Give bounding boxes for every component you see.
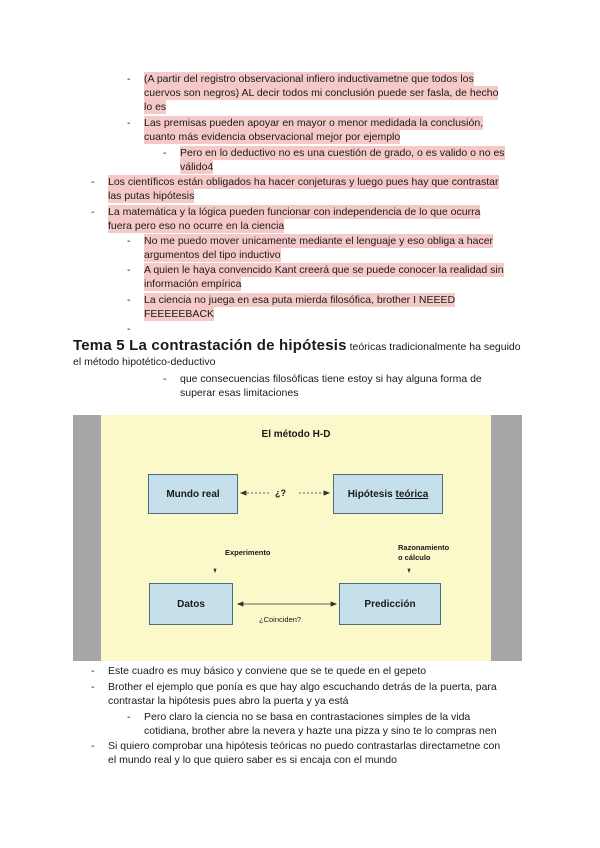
text-line: Pero claro la ciencia no se basa en contrastaciones simples de la vida xyxy=(144,711,471,723)
bullet: - xyxy=(91,176,95,188)
text-line: lo es xyxy=(144,101,167,113)
text-line: cuanto más evidencia observacional mejor por ejemplo xyxy=(144,131,401,143)
heading-title: Tema 5 La contrastación de hipótesis xyxy=(73,337,347,354)
text-line: contrastar la hipótesis pues abro la puerta y ya está xyxy=(108,695,349,707)
box-label: Predicción xyxy=(364,598,416,610)
box-label: Datos xyxy=(177,598,205,610)
text-line: argumentos del tipo inductivo xyxy=(144,249,281,261)
text-line: La ciencia no juega en esa puta mierda filosófica, brother I NEEED xyxy=(144,294,456,306)
bullet: - xyxy=(91,206,95,218)
bullet: - xyxy=(127,264,131,276)
text-line: que consecuencias filosóficas tiene estoy si hay alguna forma de xyxy=(180,373,482,385)
text-line: información empírica xyxy=(144,278,242,290)
text-line: (A partir del registro observacional infiero inductivametne que todos los xyxy=(144,73,474,85)
experiment-label: Experimento xyxy=(225,548,271,557)
text-line: superar esas limitaciones xyxy=(180,387,299,399)
coinciden-label: ¿Coinciden? xyxy=(259,615,302,624)
text-line: Este cuadro es muy básico y conviene que se te quede en el gepeto xyxy=(108,665,427,677)
text-line: las putas hipótesis xyxy=(108,190,195,202)
text-line: Pero en lo deductivo no es una cuestión de grado, o es valido o no es xyxy=(180,147,505,159)
diagram-canvas xyxy=(101,415,491,661)
question-label: ¿? xyxy=(275,488,286,498)
hd-method-diagram xyxy=(73,415,522,661)
reasoning-label: Razonamiento xyxy=(398,543,450,552)
box-label: Hipótesis teórica xyxy=(347,488,429,500)
text-line: cotidiana, brother abre la nevera y hazte una pizza y sino te lo compras nen xyxy=(144,725,497,737)
bullet: - xyxy=(127,117,131,129)
text-line: el mundo real y lo que quiero saber es si encaja con el mundo xyxy=(108,754,397,766)
bullet: - xyxy=(127,73,131,85)
arrowhead-experiment xyxy=(214,569,216,572)
text-line: válido4 xyxy=(180,161,214,173)
arrowhead-right xyxy=(324,491,329,495)
text-line: Los científicos están obligados ha hacer conjeturas y luego pues hay que contrastar xyxy=(108,176,499,188)
text-line: Brother el ejemplo que ponía es que hay algo escuchando detrás de la puerta, para xyxy=(108,681,497,693)
bullet: - xyxy=(127,294,131,306)
section-heading xyxy=(73,337,521,355)
bullet: - xyxy=(163,373,167,385)
bullet: - xyxy=(127,711,131,723)
box-label: Mundo real xyxy=(166,488,220,500)
diagram-arrows xyxy=(101,415,491,661)
text-line: fuera pero eso no ocurre en la ciencia xyxy=(108,220,285,232)
arrowhead-coinciden-left xyxy=(238,602,243,606)
bullet: - xyxy=(163,147,167,159)
text-line: el método hipotético-deductivo xyxy=(73,356,216,368)
text-line: No me puedo mover unicamente mediante el lenguaje y eso obliga a hacer xyxy=(144,235,494,247)
bullet: - xyxy=(91,681,95,693)
text-line: Si quiero comprobar una hipótesis teóricas no puedo contrastarlas directametne con xyxy=(108,740,501,752)
heading-rest: teóricas tradicionalmente ha seguido xyxy=(346,341,521,353)
text-line: Las premisas pueden apoyar en mayor o menor medidada la conclusión, xyxy=(144,117,484,129)
text-line: La matemática y la lógica pueden funcionar con independencia de lo que ocurra xyxy=(108,206,481,218)
text-line: cuervos son negros) AL decir todos mi conclusión puede ser fasla, de hecho xyxy=(144,87,499,99)
bullet: - xyxy=(127,235,131,247)
arrowhead-coinciden-right xyxy=(331,602,336,606)
diagram-title: El método H-D xyxy=(261,429,331,440)
bullet: - xyxy=(127,323,131,335)
reasoning-label-2: o cálculo xyxy=(398,553,431,562)
bullet: - xyxy=(91,740,95,752)
arrowhead-left xyxy=(241,491,246,495)
text-line: FEEEEEBACK xyxy=(144,308,215,320)
text-line: A quien le haya convencido Kant creerá que se puede conocer la realidad sin xyxy=(144,264,504,276)
arrowhead-reasoning xyxy=(408,569,410,572)
bullet: - xyxy=(91,665,95,677)
